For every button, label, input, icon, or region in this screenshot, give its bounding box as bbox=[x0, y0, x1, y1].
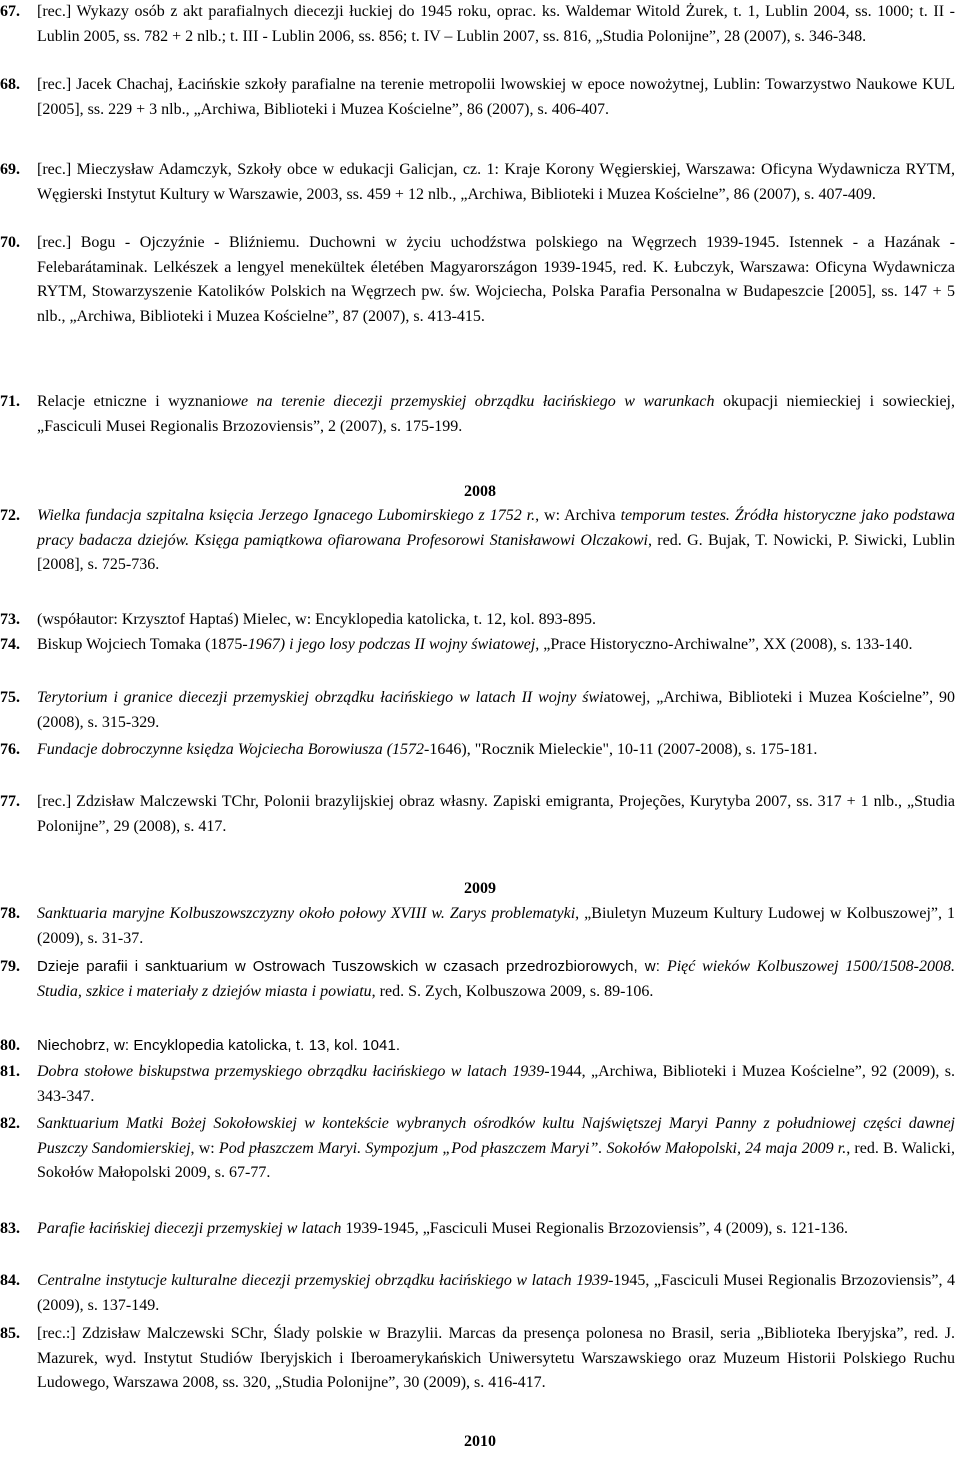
entry-text-segment: , „Prace Historyczno-Archiwalne”, XX (2008), s. 133-140. bbox=[535, 636, 913, 653]
entry-number: 81. bbox=[0, 1063, 20, 1080]
entry-number: 71. bbox=[0, 393, 20, 410]
bibliography-entry bbox=[0, 1112, 955, 1186]
entry-number: 75. bbox=[0, 689, 20, 706]
entry-text bbox=[37, 1269, 955, 1318]
entry-number: 80. bbox=[0, 1037, 20, 1054]
entry-text bbox=[37, 0, 955, 49]
entry-text bbox=[37, 790, 955, 839]
entry-text-segment: Relacje etniczne i wyznani bbox=[37, 393, 223, 410]
entry-text-segment: [rec.] Bogu - Ojczyźnie - Bliźniemu. Duchowni w życiu uchodźstwa polskiego na Węgrzech 1939-1945. Istennek - a Hazának - Felebarátaminak. Lelkészek a lengyel menekültek életében Magyarországon 1939-1945, red. K. Łubczyk, Warszawa: Oficyna Wydawnicza RYTM, Stowarzyszenie Katolików Polskich na Węgrzech pw. św. Wojciecha, Polska Parafia Personalna w Budapeszcie [2005], ss. 147 + 5 nlb., „Archiwa, Biblioteki i Muzea Kościelne”, 87 (2007), s. 413-415. bbox=[37, 234, 955, 325]
entry-text-segment: Pod płaszczem Maryi. Sympozjum „Pod płaszczem Maryi”. Sokołów Małopolski, 24 maja 2009 r. bbox=[218, 1139, 847, 1157]
entry-text-segment: -1944, „Archiwa, Biblioteki i Muzea Kościelne”, 92 (2009), s. 343-347. bbox=[37, 1063, 955, 1105]
entry-text-segment: atowej, „Archiwa, Biblioteki i Muzea Kościelne”, 90 (2008), s. 315-329. bbox=[37, 689, 956, 731]
entry-number: 68. bbox=[0, 76, 20, 93]
bibliography-entry bbox=[0, 608, 955, 633]
year-heading-2010: 2010 bbox=[464, 1433, 496, 1450]
bibliography-entry bbox=[0, 504, 955, 578]
entry-number: 72. bbox=[0, 507, 20, 524]
entry-number: 85. bbox=[0, 1325, 20, 1342]
entry-text-segment: 1939-1945, „Fasciculi Musei Regionalis Brzozoviensis”, 4 (2009), s. 121-136. bbox=[341, 1220, 848, 1237]
entry-text bbox=[37, 955, 955, 1004]
entry-number: 78. bbox=[0, 905, 20, 922]
entry-text bbox=[37, 158, 955, 207]
bibliography-entry bbox=[0, 738, 955, 763]
entry-text bbox=[37, 1322, 955, 1396]
entry-text-segment: Centralne instytucje kulturalne diecezji przemyskiej obrządku łacińskiego w latach 1939 bbox=[37, 1272, 609, 1289]
entry-text-segment: Terytorium i granice diecezji przemyskiej obrządku łacińskiego w latach II wojny świ bbox=[37, 689, 604, 706]
year-heading-2008: 2008 bbox=[464, 483, 496, 500]
entry-text bbox=[37, 231, 955, 329]
entry-text-segment: , w: bbox=[190, 1139, 219, 1157]
entry-text-segment: 1967) i jego losy podczas II wojny światowej bbox=[247, 636, 536, 653]
entry-text bbox=[37, 390, 955, 439]
bibliography-entry bbox=[0, 633, 955, 658]
entry-text-segment: Niechobrz, w: Encyklopedia katolicka, t. 13, kol. 1041. bbox=[37, 1037, 401, 1054]
entry-text bbox=[37, 686, 955, 735]
bibliography-entry bbox=[0, 0, 955, 49]
entry-text-segment: okupacji niemieckiej i sowieckiej, „Fasciculi Musei Regionalis Brzozoviensis”, 2 (2007), s. 175-199. bbox=[37, 393, 956, 435]
bibliography-entry bbox=[0, 73, 955, 122]
entry-text bbox=[37, 1034, 955, 1059]
entry-number: 76. bbox=[0, 741, 20, 758]
bibliography-entry bbox=[0, 158, 955, 207]
entry-text-segment: Fundacje dobroczynne księdza Wojciecha Borowiusza (1572 bbox=[37, 741, 425, 758]
bibliography-entry bbox=[0, 1034, 955, 1059]
bibliography-entry bbox=[0, 902, 955, 951]
entry-text bbox=[37, 73, 955, 122]
entry-text-segment: [rec.] Zdzisław Malczewski TChr, Polonii brazylijskiej obraz własny. Zapiski emigranta, Projeções, Kurytyba 2007, ss. 317 + 1 nlb., „Studia Polonijne”, 29 (2008), s. 417. bbox=[37, 793, 955, 835]
entry-number: 79. bbox=[0, 958, 20, 975]
entry-text bbox=[37, 633, 955, 658]
entry-text-segment: [rec.] Wykazy osób z akt parafialnych diecezji łuckiej do 1945 roku, oprac. ks. Waldemar Witold Żurek, t. 1, Lublin 2004, ss. 1000; t. II - Lublin 2005, ss. 782 + 2 nlb.; t. III - Lublin 2006, ss. 856; t. IV – Lublin 2007, ss. 816, „Studia Polonijne”, 28 (2007), s. 346-348. bbox=[37, 3, 955, 45]
entry-text-segment: , red. B. Walicki, Sokołów Małopolski 2009, s. 67-77. bbox=[37, 1139, 955, 1182]
entry-text-segment: Parafie łacińskiej diecezji przemyskiej w latach bbox=[37, 1220, 342, 1237]
entry-text bbox=[37, 1112, 955, 1186]
entry-text-segment: temporum testes. Źródła historyczne jako podstawa pracy badacza dziejów. Księga pamiątkowa ofiarowana Profesorowi Stanisławowi Olczakowi bbox=[37, 507, 955, 549]
entry-number: 70. bbox=[0, 234, 20, 251]
entry-text-segment: [rec.] Jacek Chachaj, Łacińskie szkoły parafialne na terenie metropolii lwowskiej w epoce nowożytnej, Lublin: Towarzystwo Naukowe KUL [2005], ss. 229 + 3 nlb., „Archiwa, Biblioteki i Muzea Kościelne”, 86 (2007), s. 406-407. bbox=[37, 76, 955, 118]
year-heading-2009: 2009 bbox=[464, 880, 496, 897]
bibliography-entry bbox=[0, 390, 955, 439]
bibliography-entry bbox=[0, 790, 955, 839]
entry-text-segment: Sanktuarium Matki Bożej Sokołowskiej w kontekście wybranych ośrodków kultu Najświętszej Mar bbox=[37, 1115, 697, 1132]
entry-number: 83. bbox=[0, 1220, 20, 1237]
entry-number: 82. bbox=[0, 1115, 20, 1132]
entry-text-segment: Dobra stołowe biskupstwa przemyskiego obrządku łacińskiego w latach 1939 bbox=[37, 1063, 545, 1080]
entry-text-segment: , red. G. Bujak, T. Nowicki, P. Siwicki, Lublin [2008], s. 725-736. bbox=[37, 531, 955, 574]
entry-text-segment: [rec.:] Zdzisław Malczewski SChr, Ślady polskie w Brazylii. Marcas da presença polonesa no Brasil, seria „Biblioteka Iberyjska”, red. J. Mazurek, wyd. Instytut Studiów Iberyjskich i Iberoamerykańskich Uniwersytetu Warszawskiego oraz Muzeum Historii Polskiego Ruchu Ludowego, Warszawa 2008, ss. 320, „Studia Polonijne”, 30 (2009), s. 416-417. bbox=[37, 1325, 955, 1392]
entry-text-segment: (współautor: Krzysztof Haptaś) Mielec, w: Encyklopedia katolicka, t. 12, kol. 893-895. bbox=[37, 611, 596, 628]
entry-text-segment: [rec.] Mieczysław Adamczyk, Szkoły obce w edukacji Galicjan, cz. 1: Kraje Korony Węgierskiej, Warszawa: Oficyna Wydawnicza RYTM, Węgierski Instytut Kultury w Warszawie, 2003, ss. 459 + 12 nlb., „Archiwa, Biblioteki i Muzea Kościelne”, 86 (2007), s. 407-409. bbox=[37, 161, 955, 203]
entry-text-segment: Sanktuaria maryjne Kolbuszowszczyzny około połowy XVIII w. Zarys problematyki bbox=[37, 905, 576, 922]
entry-text-segment: yi Panny z południowej części dawnej Puszczy Sandomierskiej bbox=[37, 1115, 955, 1157]
bibliography-entry bbox=[0, 1217, 955, 1242]
entry-number: 67. bbox=[0, 3, 20, 20]
entry-text-segment: -1646), "Rocznik Mieleckie", 10-11 (2007-2008), s. 175-181. bbox=[424, 741, 818, 758]
entry-number: 69. bbox=[0, 161, 20, 178]
entry-text bbox=[37, 902, 955, 951]
entry-text bbox=[37, 1217, 955, 1242]
entry-number: 74. bbox=[0, 636, 20, 653]
bibliography-entry bbox=[0, 1269, 955, 1318]
entry-text-segment: Pięć wieków Kolbuszowej 1500/1508-2008. Studia, szkice i materiały z dziejów miasta i powiatu bbox=[37, 958, 955, 1000]
bibliography-entry bbox=[0, 1060, 955, 1109]
entry-text bbox=[37, 738, 955, 763]
entry-number: 84. bbox=[0, 1272, 20, 1289]
entry-number: 73. bbox=[0, 611, 20, 628]
bibliography-entry bbox=[0, 955, 955, 1004]
entry-text-segment: Wielka fundacja szpitalna księcia Jerzego Ignacego Lubomirskiego z 1752 r. bbox=[37, 507, 536, 524]
entry-text bbox=[37, 1060, 955, 1109]
entry-text bbox=[37, 608, 955, 633]
entry-number: 77. bbox=[0, 793, 20, 810]
bibliography-entry bbox=[0, 686, 955, 735]
entry-text-segment: -1945, „Fasciculi Musei Regionalis Brzozoviensis”, 4 (2009), s. 137-149. bbox=[37, 1272, 955, 1314]
entry-text-segment: Biskup Wojciech Tomaka (1875- bbox=[37, 636, 248, 653]
bibliography-entry bbox=[0, 231, 955, 329]
entry-text bbox=[37, 504, 955, 578]
entry-text-segment: , „Biuletyn Muzeum Kultury Ludowej w Kolbuszowej”, 1 (2009), s. 31-37. bbox=[37, 905, 955, 947]
entry-text-segment: , w: Archiva bbox=[535, 507, 621, 524]
entry-text-segment: Dzieje parafii i sanktuarium w Ostrowach Tuszowskich w czasach przedrozbiorowych, w: bbox=[37, 958, 667, 975]
bibliography-entry bbox=[0, 1322, 955, 1396]
entry-text-segment: , red. S. Zych, Kolbuszowa 2009, s. 89-106. bbox=[371, 982, 654, 1000]
entry-text-segment: owe na terenie diecezji przemyskiej obrządku łacińskiego w warunkach bbox=[222, 393, 715, 410]
